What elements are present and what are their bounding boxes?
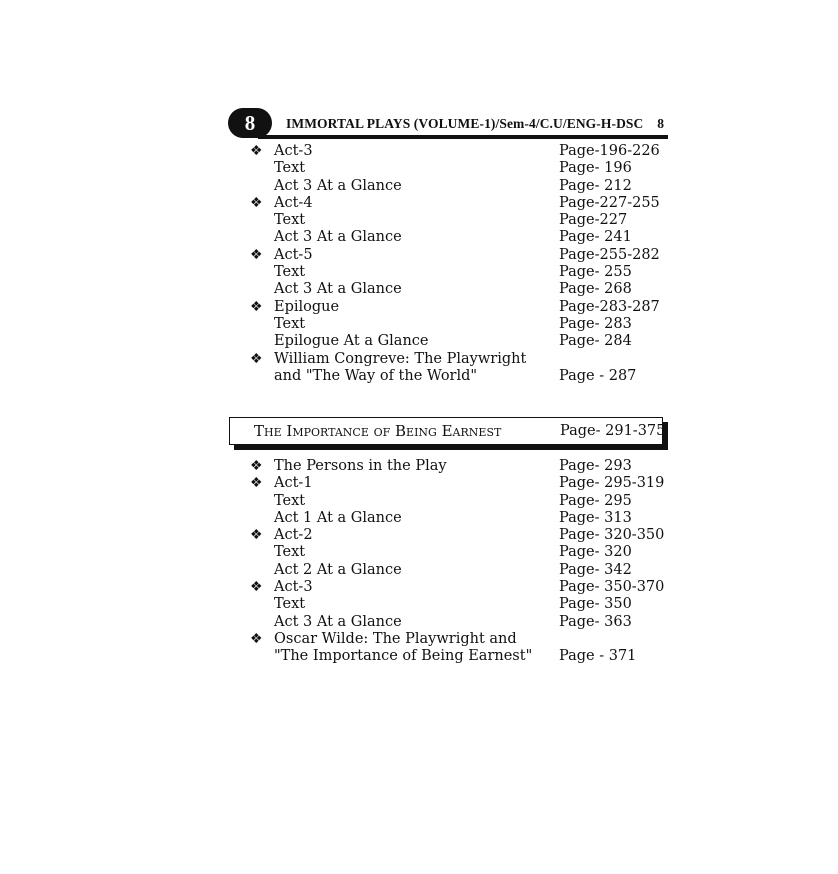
toc-entry [250, 333, 670, 350]
toc-entry [250, 247, 670, 264]
toc-entry [250, 264, 670, 281]
toc-entry-page: Page- 320 [559, 544, 632, 561]
toc-entry-label: Act 3 At a Glance [274, 177, 402, 194]
toc-entry [250, 579, 670, 596]
diamond-bullet-icon: ❖ [250, 298, 263, 315]
toc-entry-page: Page- 196 [559, 160, 632, 177]
toc-entry-page: Page- 342 [559, 561, 632, 578]
toc-entry-label: Oscar Wilde: The Playwright and [274, 630, 517, 647]
diamond-bullet-icon: ❖ [250, 246, 263, 263]
section-banner-page-range: Page- 291-375 [560, 423, 666, 439]
toc-entry-label: Act 3 At a Glance [274, 613, 402, 630]
toc-entry-label: Epilogue At a Glance [274, 333, 429, 350]
toc-entry [250, 614, 670, 631]
toc-entry-page: Page- 284 [559, 333, 632, 350]
toc-entry-label: "The Importance of Being Earnest" [274, 648, 533, 665]
toc-entry-page: Page-227-255 [559, 194, 660, 211]
toc-entry [250, 281, 670, 298]
toc-entry [250, 596, 670, 613]
toc-entry-page: Page- 293 [559, 458, 632, 474]
toc-entry-label: Act 2 At a Glance [274, 561, 402, 578]
toc-entry [250, 458, 670, 475]
toc-entry [250, 351, 670, 368]
toc-entry-label: Text [274, 212, 306, 229]
toc-entry-page: Page- 295-319 [559, 475, 665, 492]
toc-entry [250, 475, 670, 492]
toc-entry-label: and "The Way of the World" [274, 367, 478, 384]
page-number-badge: 8 [228, 108, 272, 138]
toc-entry-page: Page- 212 [559, 177, 632, 194]
toc-entry-page: Page-196-226 [559, 143, 660, 159]
toc-entry-label: Act-2 [274, 527, 313, 544]
toc-entry-label: The Persons in the Play [274, 458, 447, 474]
toc-entry-page: Page- 350-370 [559, 579, 665, 596]
toc-entry-page: Page- 255 [559, 264, 632, 281]
toc-entry [250, 527, 670, 544]
toc-entry-label: Text [274, 596, 306, 613]
header-rule [258, 135, 668, 139]
toc-entry-page: Page- 320-350 [559, 527, 665, 544]
toc-entry-page: Page- 313 [559, 509, 632, 526]
diamond-bullet-icon: ❖ [250, 630, 263, 647]
toc-entry-page: Page- 295 [559, 492, 632, 509]
toc-entry-label: Act-3 [274, 579, 313, 596]
toc-entry-label: Text [274, 492, 306, 509]
toc-entry-label: Act 1 At a Glance [274, 509, 402, 526]
diamond-bullet-icon: ❖ [250, 475, 263, 492]
toc-entry [250, 493, 670, 510]
toc-entry [250, 143, 670, 160]
toc-entry-page: Page - 371 [559, 648, 637, 665]
toc-entry-page: Page-255-282 [559, 246, 660, 263]
toc-entry-label: Act-3 [274, 143, 313, 159]
toc-entry-label: Act-1 [274, 475, 313, 492]
diamond-bullet-icon: ❖ [250, 194, 263, 211]
toc-entry-page: Page- 268 [559, 281, 632, 298]
toc-entry [250, 648, 670, 665]
running-header-page-number: 8 [657, 116, 664, 131]
toc-entry-label: Act 3 At a Glance [274, 229, 402, 246]
toc-entry-label: Text [274, 315, 306, 332]
toc-entry [250, 212, 670, 229]
contents-list-importance-of-being-earnest [250, 458, 670, 666]
toc-entry [250, 631, 670, 648]
toc-entry [250, 299, 670, 316]
toc-entry-label: Text [274, 160, 306, 177]
toc-entry-page: Page- 241 [559, 229, 632, 246]
toc-entry-label: Act-5 [274, 246, 313, 263]
toc-entry [250, 160, 670, 177]
toc-entry [250, 510, 670, 527]
toc-entry-label: Text [274, 544, 306, 561]
toc-entry-page: Page - 287 [559, 367, 637, 384]
diamond-bullet-icon: ❖ [250, 458, 263, 474]
toc-entry-label: Act 3 At a Glance [274, 281, 402, 298]
toc-entry-label: Act-4 [274, 194, 313, 211]
toc-entry-page: Page-227 [559, 212, 628, 229]
toc-entry-page: Page- 283 [559, 315, 632, 332]
toc-entry [250, 368, 670, 385]
section-banner [229, 417, 666, 445]
diamond-bullet-icon: ❖ [250, 143, 263, 159]
diamond-bullet-icon: ❖ [250, 579, 263, 596]
section-banner-title: The Importance of Being Earnest [254, 422, 502, 440]
toc-entry [250, 195, 670, 212]
contents-list-way-of-the-world [250, 143, 670, 385]
diamond-bullet-icon: ❖ [250, 350, 263, 367]
toc-entry-label: William Congreve: The Playwright [274, 350, 527, 367]
toc-entry [250, 316, 670, 333]
toc-entry-page: Page- 363 [559, 613, 632, 630]
diamond-bullet-icon: ❖ [250, 527, 263, 544]
toc-entry-page: Page- 350 [559, 596, 632, 613]
toc-entry-label: Epilogue [274, 298, 340, 315]
toc-entry [250, 178, 670, 195]
toc-entry-label: Text [274, 264, 306, 281]
toc-entry [250, 544, 670, 561]
toc-entry [250, 562, 670, 579]
toc-entry [250, 229, 670, 246]
toc-entry-page: Page-283-287 [559, 298, 660, 315]
page-header [228, 108, 668, 138]
running-header-title: IMMORTAL PLAYS (VOLUME-1)/Sem-4/C.U/ENG-H-DSC [286, 116, 644, 131]
